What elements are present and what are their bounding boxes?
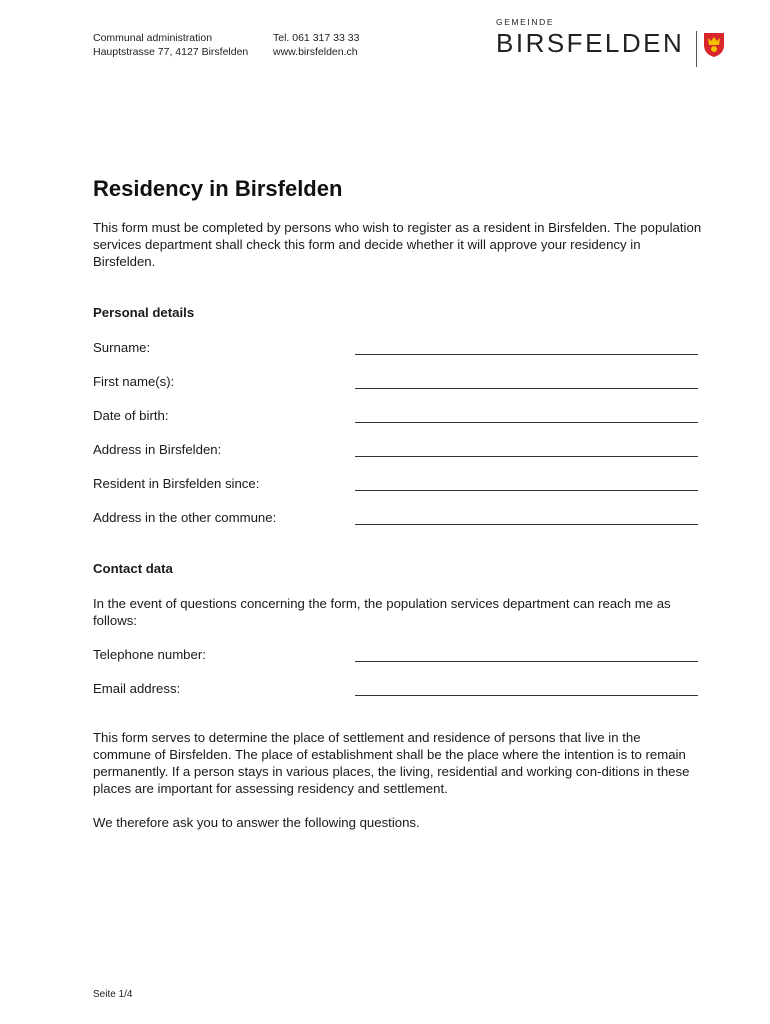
personal-details-heading: Personal details — [93, 305, 195, 320]
other-commune-address-label: Address in the other commune: — [93, 510, 277, 525]
date-of-birth-label: Date of birth: — [93, 408, 169, 423]
telephone-input[interactable] — [355, 647, 698, 662]
other-commune-address-input[interactable] — [355, 510, 698, 525]
letterhead-address — [93, 31, 248, 59]
first-names-field — [93, 374, 698, 392]
telephone-label: Telephone number: — [93, 647, 206, 662]
contact-data-heading: Contact data — [93, 561, 173, 576]
municipality-logo — [496, 17, 728, 69]
address-birsfelden-input[interactable] — [355, 442, 698, 457]
questions-intro-paragraph: We therefore ask you to answer the following questions. — [93, 815, 420, 830]
telephone-field — [93, 647, 698, 665]
letterhead-contact — [273, 31, 359, 59]
first-names-input[interactable] — [355, 374, 698, 389]
surname-label: Surname: — [93, 340, 151, 355]
phone-number: Tel. 061 317 33 33 — [273, 32, 360, 44]
address-line-1: Communal administration — [93, 32, 213, 44]
resident-since-input[interactable] — [355, 476, 698, 491]
logo-small-text: GEMEINDE — [496, 17, 555, 27]
surname-field — [93, 340, 698, 358]
page-title: Residency in Birsfelden — [93, 176, 343, 201]
website-link[interactable]: www.birsfelden.ch — [273, 46, 358, 58]
address-line-2: Hauptstrasse 77, 4127 Birsfelden — [93, 46, 249, 58]
coat-of-arms-icon — [704, 33, 724, 57]
contact-intro-paragraph: In the event of questions concerning the form, the population services department can reach me as follows: — [93, 596, 671, 628]
email-label: Email address: — [93, 681, 181, 696]
email-field — [93, 681, 698, 699]
email-input[interactable] — [355, 681, 698, 696]
first-names-label: First name(s): — [93, 374, 175, 389]
date-of-birth-input[interactable] — [355, 408, 698, 423]
page-number: Seite 1/4 — [93, 989, 133, 1000]
date-of-birth-field — [93, 408, 698, 426]
logo-divider — [696, 31, 697, 67]
resident-since-label: Resident in Birsfelden since: — [93, 476, 260, 491]
address-birsfelden-field — [93, 442, 698, 460]
resident-since-field — [93, 476, 698, 494]
logo-big-text: BIRSFELDEN — [496, 28, 685, 58]
surname-input[interactable] — [355, 340, 698, 355]
intro-paragraph: This form must be completed by persons who wish to register as a resident in Birsfelden. The population services department shall check this form and decide whether it will approve your residency in Birsfelden. — [93, 220, 702, 269]
other-commune-address-field — [93, 510, 698, 528]
closing-paragraph: This form serves to determine the place of settlement and residence of persons that live in the commune of Birsfelden. The place of establishment shall be the place where the intention is to remain permanently. If a person stays in various places, the living, residential and working con-ditions in these places are important for assessing residency and settlement. — [93, 730, 690, 796]
address-birsfelden-label: Address in Birsfelden: — [93, 442, 222, 457]
